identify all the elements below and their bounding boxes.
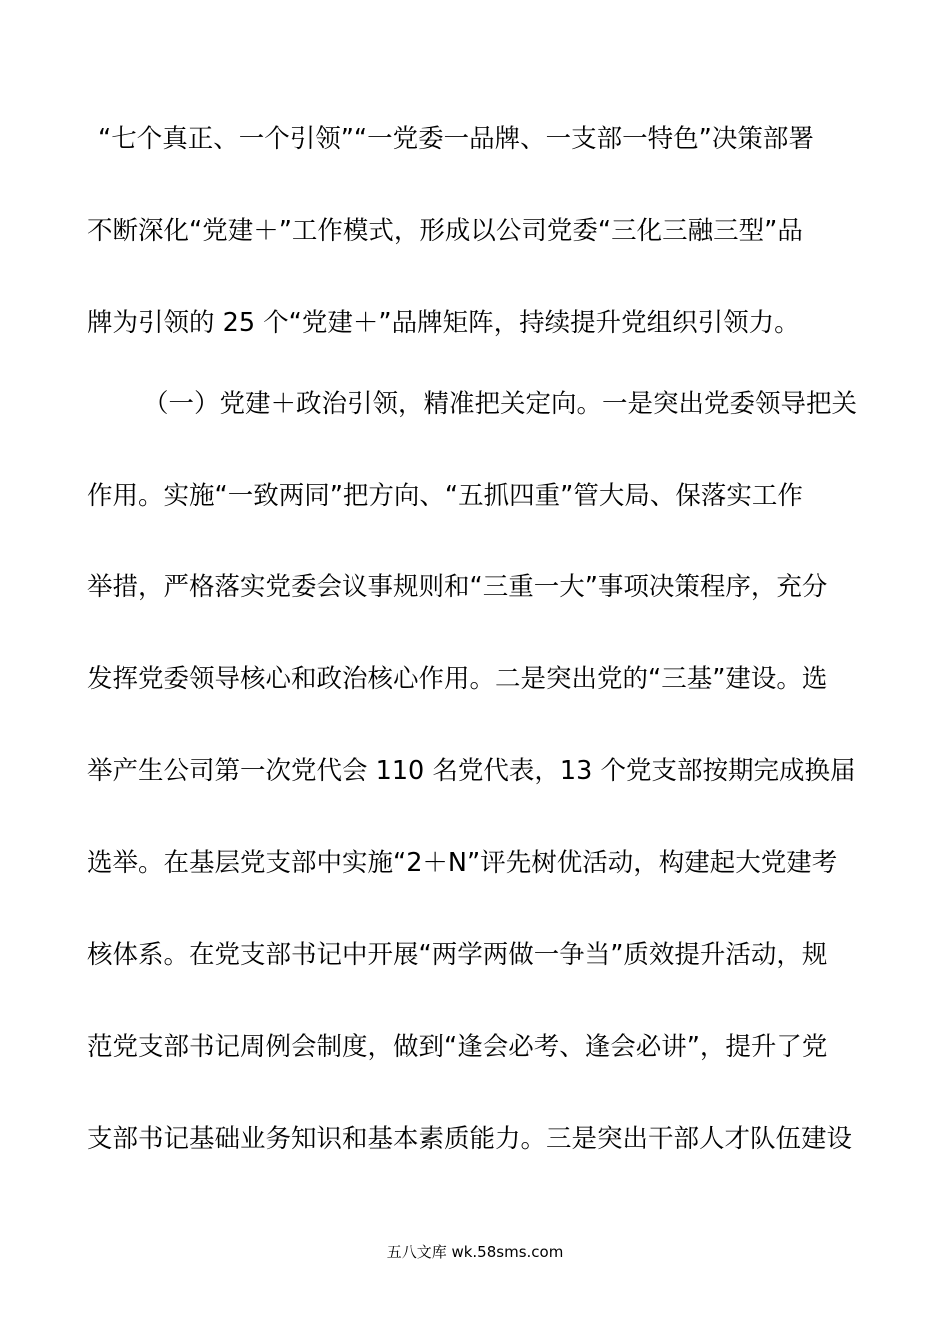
- paragraph-line: 发挥党委领导核心和政治核心作用。二是突出党的“三基”建设。选: [87, 664, 828, 694]
- paragraph-line: 范党支部书记周例会制度，做到“逢会必考、逢会必讲”，提升了党: [87, 1032, 828, 1062]
- paragraph-line: 选举。在基层党支部中实施“2＋N”评先树优活动，构建起大党建考: [87, 848, 838, 878]
- paragraph-line: 作用。实施“一致两同”把方向、“五抓四重”管大局、保落实工作: [87, 481, 803, 511]
- paragraph-line: 核体系。在党支部书记中开展“两学两做一争当”质效提升活动，规: [87, 940, 828, 970]
- page-footer: 五八文库 wk.58sms.com: [386, 1243, 564, 1261]
- paragraph-line: 举产生公司第一次党代会 110 名党代表，13 个党支部按期完成换届: [87, 756, 856, 786]
- paragraph-line: 牌为引领的 25 个“党建＋”品牌矩阵，持续提升党组织引领力。: [87, 308, 800, 338]
- paragraph-line: （一）党建＋政治引领，精准把关定向。一是突出党委领导把关: [143, 389, 858, 419]
- paragraph-line: 举措，严格落实党委会议事规则和“三重一大”事项决策程序，充分: [87, 572, 828, 602]
- paragraph-line: 不断深化“党建＋”工作模式，形成以公司党委“三化三融三型”品: [87, 216, 803, 246]
- paragraph-line: 支部书记基础业务知识和基本素质能力。三是突出干部人才队伍建设: [87, 1124, 853, 1154]
- paragraph-line: “七个真正、一个引领”“一党委一品牌、一支部一特色”决策部署: [98, 124, 814, 154]
